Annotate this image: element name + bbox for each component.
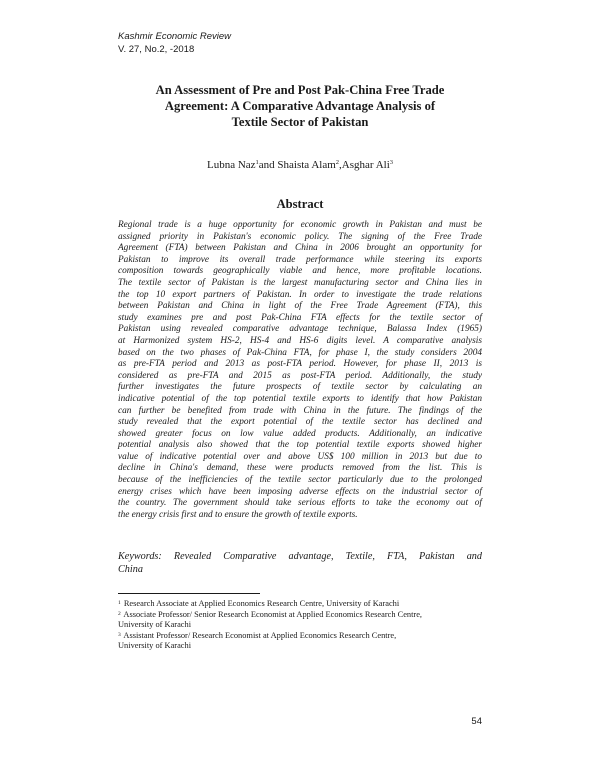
abstract-line: indicative potential of the top potential textile exports to identify that how Pakistan xyxy=(118,393,482,404)
abstract-line: further investigates the future prospects of textile sector by calculating an xyxy=(118,382,482,393)
abstract-line: can further be benefited from trade with China in the future. The findings of the xyxy=(118,405,482,416)
abstract-line: The textile sector of Pakistan is the largest manufacturing sector and China lies in xyxy=(118,277,482,288)
title-line: Agreement: A Comparative Advantage Analysis of xyxy=(164,99,436,113)
abstract-line: at Harmonized system HS-2, HS-4 and HS-6 digits level. A comparative analysis xyxy=(118,335,482,346)
abstract-line: based on the two phases of Pak-China FTA, for phase I, the study considers 2004 xyxy=(118,347,482,358)
author-footnote-mark: 2 xyxy=(335,159,340,166)
footnote-mark: 2 xyxy=(118,610,121,617)
abstract-line: between Pakistan and China in light of the Free Trade Agreement (FTA), this xyxy=(118,301,482,312)
abstract-line: the energy crisis first and to ensure the growth of textile exports. xyxy=(118,509,358,520)
abstract-line: as pre-FTA period and 2013 as post-FTA period. However, for phase II, 2013 is xyxy=(118,359,482,370)
author-name: ,Asghar Ali xyxy=(339,159,390,171)
abstract-line: energy crises which have been imposing adverse effects on the industrial sector of xyxy=(118,486,482,497)
page-number: 54 xyxy=(471,716,482,727)
author-footnote-mark: 3 xyxy=(389,159,394,166)
abstract-line: value of indicative potential over and above US$ 100 million in 2013 but due to xyxy=(118,451,482,462)
footnotes xyxy=(118,599,482,652)
footnote-divider xyxy=(118,593,260,594)
footnote-mark: 3 xyxy=(118,631,121,638)
abstract-line: Agreement (FTA) between Pakistan and China in 2006 brought an opportunity for xyxy=(118,243,482,254)
abstract-line: because of the inefficiencies of the textile sector particularly due to the prolonged xyxy=(118,475,482,486)
abstract-line: study revealed that the export potential of the textile sector has declined and xyxy=(118,417,482,428)
abstract-line: potential analysis also showed that the top potential textile exports showed higher xyxy=(118,440,482,451)
footnote-text: Associate Professor/ Senior Research Economist at Applied Economics Research Centre, xyxy=(123,609,423,619)
abstract-body xyxy=(118,220,482,521)
abstract-line: assigned priority in Pakistan's economic policy. The signing of the Free Trade xyxy=(118,231,482,242)
keywords xyxy=(118,551,482,576)
title-line: Textile Sector of Pakistan xyxy=(231,115,369,129)
author-name: and Shaista Alam xyxy=(258,159,336,171)
abstract-heading: Abstract xyxy=(276,197,324,211)
footnote-mark: 1 xyxy=(118,600,121,606)
keywords-line: China xyxy=(118,563,143,575)
abstract-line: Pakistan to improve its overall trade performance while steering its exports xyxy=(118,254,482,265)
paper-title xyxy=(118,82,482,130)
running-header xyxy=(118,30,231,56)
abstract-line: the top 10 export partners of Pakistan. In order to investigate the trade relations xyxy=(118,289,482,300)
title-line: An Assessment of Pre and Post Pak-China Free Trade xyxy=(155,83,445,97)
footnote-1 xyxy=(118,599,482,610)
abstract-line: showed greater focus on low value added products. Additionally, an indicative xyxy=(118,428,482,439)
footnote-continuation: University of Karachi xyxy=(118,641,192,651)
author-name: Lubna Naz xyxy=(206,159,256,171)
keywords-line: Keywords: Revealed Comparative advantage, Textile, FTA, Pakistan and xyxy=(118,551,482,562)
abstract-line: Pakistan using revealed comparative advantage technique, Balassa Index (1965) xyxy=(118,324,482,335)
abstract-line: Regional trade is a huge opportunity for economic growth in Pakistan and must be xyxy=(118,220,482,230)
footnote-3 xyxy=(118,631,482,642)
footnote-2 xyxy=(118,610,482,621)
abstract-line: decline in China's demand, these were products removed from the list. This is xyxy=(118,463,482,474)
footnote-text: Research Associate at Applied Economics Research Centre, University of Karachi xyxy=(123,599,400,608)
author-footnote-mark: 1 xyxy=(255,159,259,166)
abstract-line: considered as pre-FTA and 2015 as post-FTA period. Additionally, the study xyxy=(118,370,482,381)
journal-name: Kashmir Economic Review xyxy=(118,31,231,42)
footnote-text: Assistant Professor/ Research Economist at Applied Economics Research Centre, xyxy=(123,630,397,640)
abstract-line: composition towards geographically viable and hence, more profitable locations. xyxy=(118,266,482,277)
abstract-line: study examines pre and post Pak-China FTA effects for the textile sector of xyxy=(118,312,482,323)
abstract-line: the country. The government should take serious efforts to take the economy out of xyxy=(118,498,482,509)
journal-volume: V. 27, No.2, -2018 xyxy=(118,44,195,55)
author-list xyxy=(118,158,482,172)
footnote-continuation: University of Karachi xyxy=(118,620,192,630)
